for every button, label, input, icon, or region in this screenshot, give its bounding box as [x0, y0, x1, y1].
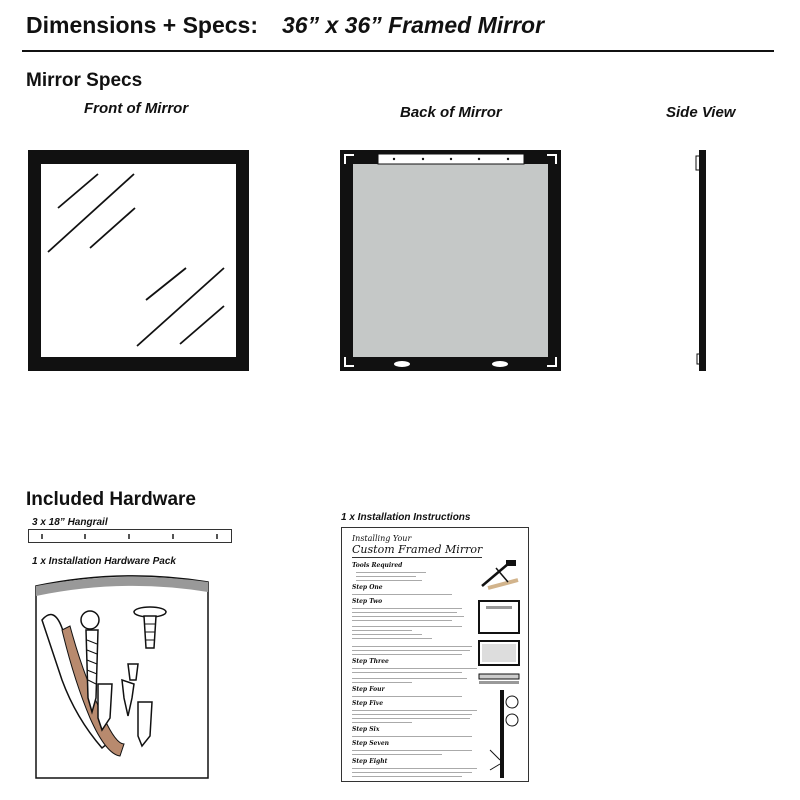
doc-step-four: Step Four — [352, 686, 385, 693]
header-divider — [22, 50, 774, 52]
doc-step-two: Step Two — [352, 598, 383, 605]
doc-step-eight: Step Eight — [352, 758, 388, 765]
doc-frame-illustration-2 — [478, 640, 520, 666]
doc-step-tools: Tools Required — [352, 562, 403, 569]
mirror-specs-heading: Mirror Specs — [26, 70, 143, 91]
included-hardware-heading: Included Hardware — [26, 489, 196, 510]
hardware-pack-label: 1 x Installation Hardware Pack — [32, 556, 176, 567]
doc-step-five: Step Five — [352, 700, 384, 707]
doc-title-line2: Custom Framed Mirror — [352, 543, 483, 556]
doc-frame-illustration-1 — [478, 600, 520, 634]
front-mirror-drawing — [28, 150, 249, 371]
hangrail-drawing — [28, 529, 232, 543]
back-mirror-drawing — [340, 150, 561, 371]
doc-rail-illustration — [478, 672, 520, 686]
instructions-label: 1 x Installation Instructions — [341, 512, 471, 523]
front-of-mirror-label: Front of Mirror — [84, 100, 189, 117]
page-title: Dimensions + Specs: — [26, 12, 258, 38]
doc-side-illustration — [482, 690, 522, 780]
back-of-mirror-label: Back of Mirror — [400, 104, 502, 121]
doc-step-one: Step One — [352, 584, 383, 591]
doc-step-six: Step Six — [352, 726, 380, 733]
side-view-drawing — [694, 150, 714, 371]
instructions-document — [341, 527, 529, 782]
doc-tools-illustration — [478, 558, 524, 592]
doc-step-seven: Step Seven — [352, 740, 390, 747]
doc-title-line1: Installing Your — [352, 534, 412, 543]
side-view-label: Side View — [666, 104, 736, 121]
product-title: 36” x 36” Framed Mirror — [282, 12, 545, 38]
hangrail-label: 3 x 18” Hangrail — [32, 517, 108, 528]
hardware-pack-drawing — [32, 568, 212, 788]
doc-step-three: Step Three — [352, 658, 389, 665]
